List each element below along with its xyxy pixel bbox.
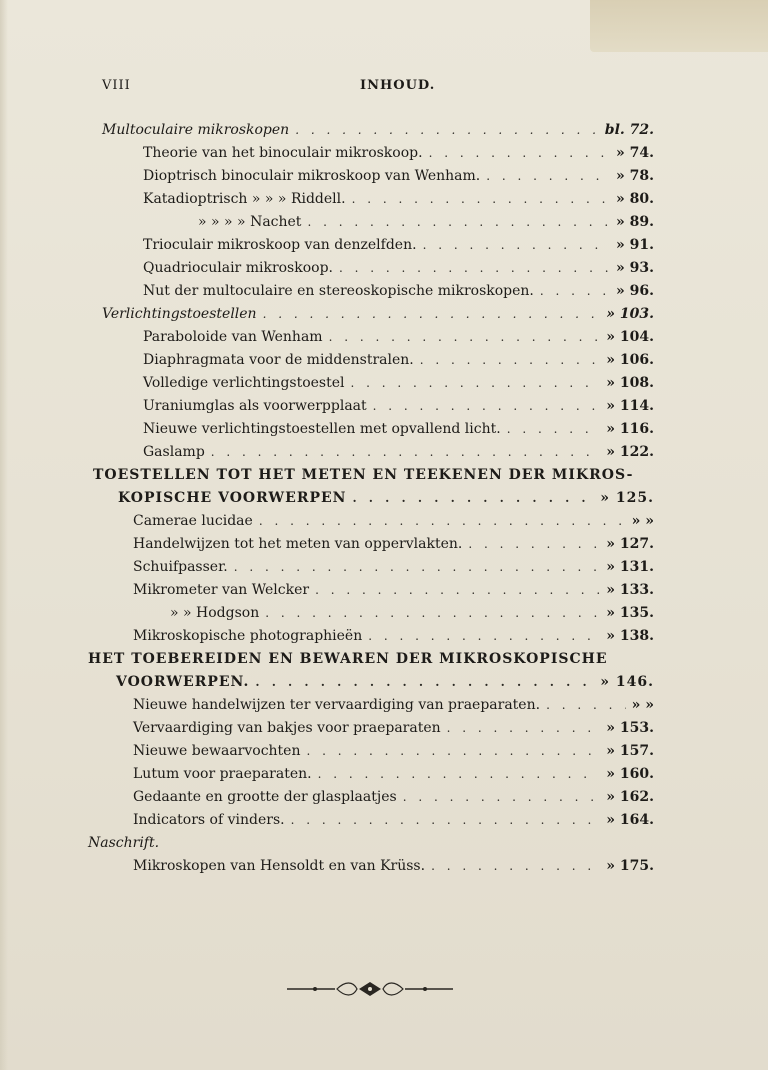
toc-entry: Gedaante en grootte der glasplaatjes . . . » 162. xyxy=(133,786,654,808)
toc-entry: Lutum voor praeparaten. . . . » 160. xyxy=(133,763,654,785)
toc-entry: VOORWERPEN. . . . » 146. xyxy=(116,671,654,693)
toc-entry: Katadioptrisch » » » Riddell. . . . » 80. xyxy=(143,188,654,210)
paper-tab xyxy=(590,0,768,52)
toc-entry: Indicators of vinders. . . . » 164. xyxy=(133,809,654,831)
toc-section-heading: Naschrift. xyxy=(88,835,160,851)
page-number: VIII xyxy=(102,78,131,93)
toc-entry: Nieuwe handelwijzen ter vervaardiging van praeparaten. . . . » » xyxy=(133,694,654,716)
toc-entry: Quadrioculair mikroskoop. . . . » 93. xyxy=(143,257,654,279)
toc-entry: KOPISCHE VOORWERPEN . . . » 125. xyxy=(118,487,654,509)
running-head xyxy=(0,78,768,98)
toc-entry: Mikrometer van Welcker . . . » 133. xyxy=(133,579,654,601)
toc-entry: » » » » Nachet . . . » 89. xyxy=(198,211,654,233)
toc-entry: Uraniumglas als voorwerpplaat . . . » 114. xyxy=(143,395,654,417)
toc-entry: Camerae lucidae . . . » » xyxy=(133,510,654,532)
toc-entry: Mikroskopen van Hensoldt en van Krüss. . . . » 175. xyxy=(133,855,654,877)
toc-entry: » » Hodgson . . . » 135. xyxy=(170,602,654,624)
running-title: INHOUD. xyxy=(360,78,436,93)
toc-entry: Nut der multoculaire en stereoskopische mikroskopen. . . . » 96. xyxy=(143,280,654,302)
toc-entry: Nieuwe bewaarvochten . . . » 157. xyxy=(133,740,654,762)
toc-entry: Verlichtingstoestellen . . . » 103. xyxy=(102,303,654,325)
toc-entry: Nieuwe verlichtingstoestellen met opvallend licht. . . . » 116. xyxy=(143,418,654,440)
toc-section-heading: HET TOEBEREIDEN EN BEWAREN DER MIKROSKOPISCHE xyxy=(88,651,608,667)
toc-entry: Dioptrisch binoculair mikroskoop van Wenham. . . . » 78. xyxy=(143,165,654,187)
toc-entry: Trioculair mikroskoop van denzelfden. . . . » 91. xyxy=(143,234,654,256)
toc-entry: Diaphragmata voor de middenstralen. . . . » 106. xyxy=(143,349,654,371)
toc-entry: Theorie van het binoculair mikroskoop. . . . » 74. xyxy=(143,142,654,164)
ornament-divider-icon xyxy=(285,980,455,998)
toc-entry: Vervaardiging van bakjes voor praeparaten . . . » 153. xyxy=(133,717,654,739)
toc-section-heading: TOESTELLEN TOT HET METEN EN TEEKENEN DER MIKROS- xyxy=(93,467,634,483)
page-edge-shadow xyxy=(0,0,8,1070)
toc-entry: Multoculaire mikroskopen . . . bl. 72. xyxy=(102,119,654,141)
toc-entry: Volledige verlichtingstoestel . . . » 108. xyxy=(143,372,654,394)
toc-entry: Handelwijzen tot het meten van oppervlakten. . . . » 127. xyxy=(133,533,654,555)
toc-entry: Gaslamp . . . » 122. xyxy=(143,441,654,463)
toc-entry: Mikroskopische photographieën . . . » 138. xyxy=(133,625,654,647)
toc-entry: Paraboloide van Wenham . . . » 104. xyxy=(143,326,654,348)
toc-entry: Schuifpasser. . . . » 131. xyxy=(133,556,654,578)
